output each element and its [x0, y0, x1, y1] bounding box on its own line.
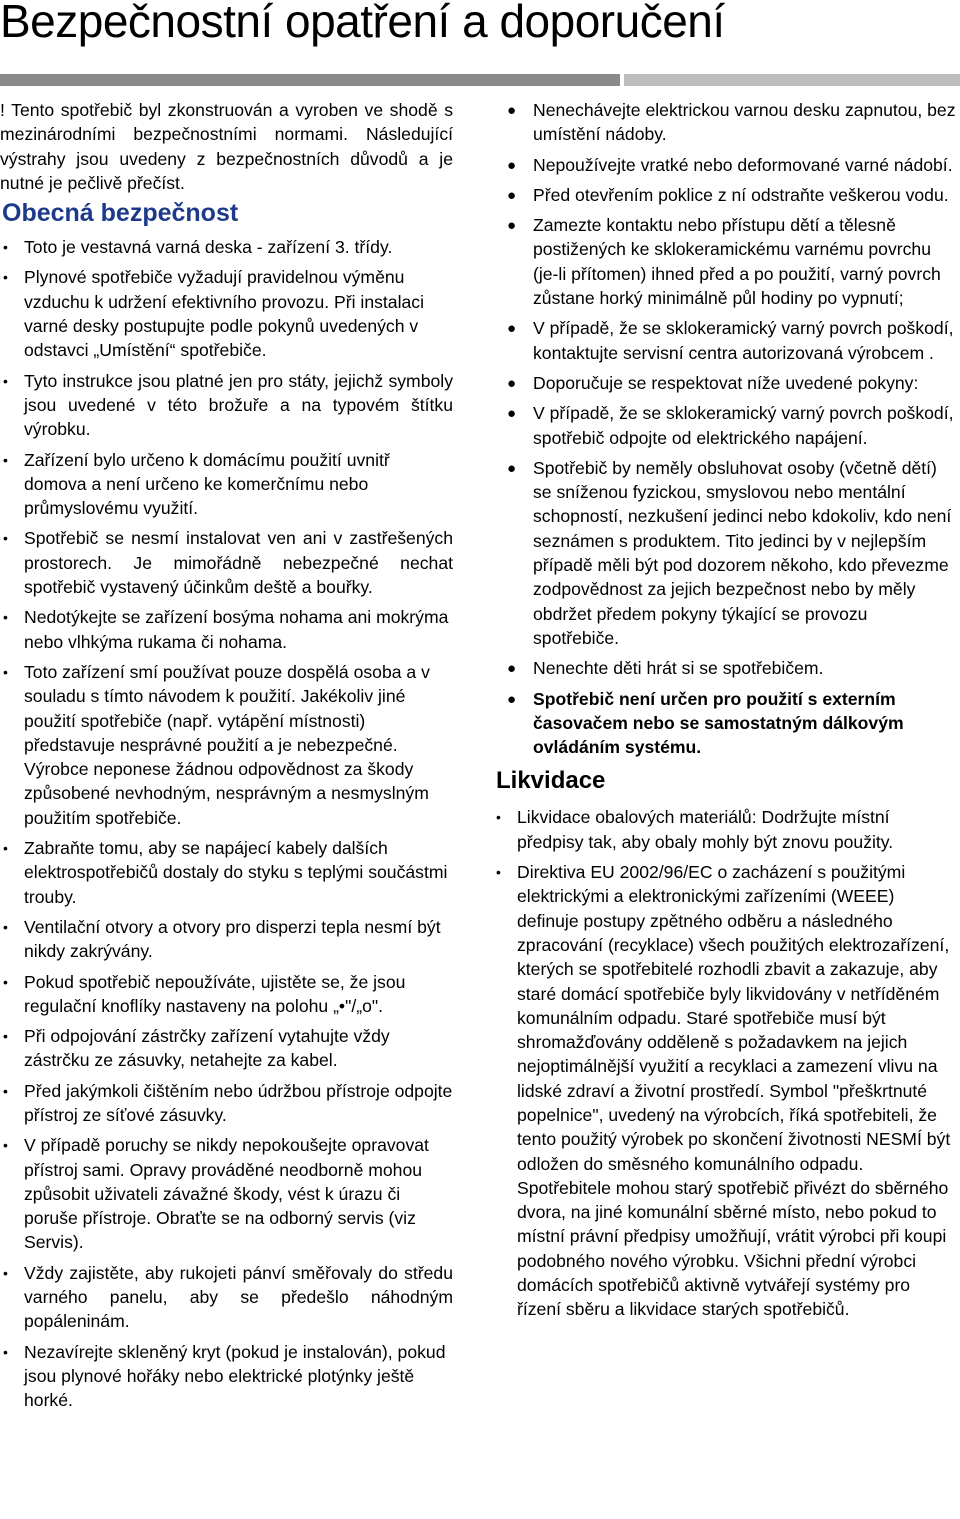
bullet-disc-icon: ● — [507, 405, 517, 423]
bullet-dot-icon: • — [3, 372, 8, 389]
list-item: ● Nepoužívejte vratké nebo deformované varné nádobí. — [496, 153, 958, 177]
bullet-dot-icon: • — [496, 864, 501, 881]
bullet-disc-icon: ● — [507, 690, 517, 708]
list-item: • Direktiva EU 2002/96/EC o zacházení s použitými elektrickými a elektronickými zařízeními (WEEE) definuje postupy zpětného odběru a následného zpracování (recyklace) všech použitých elektrozařízení, kterých se spotřebitelé rozhodli zbavit a zakazuje, aby staré domácí spotřebiče byly likvidovány v netříděném komunálním odpadu. Staré spotřebiče musí být shromažďovány odděleně s požadavkem na jejich nejoptimálnější využití a recyklaci a zamezení vlivu na lidské zdraví a životní prostředí. Symbol "přeškrtnuté popelnice", uvedený na výrobcích, říká spotřebiteli, že tento použitý výrobek po skončení životnosti NESMÍ být odložen do směsného komunálního odpadu. Spotřebitele mohou starý spotřebič přivézt do sběrného dvora, na jiné komunální sběrné místo, nebo pokud to místní právní předpisy umožňují, vrátit výrobci při koupi podobného nového výrobku. Všichni přední výrobci domácích spotřebičů aktivně vytvářejí systémy pro řízení sběru a likvidace starých spotřebičů. — [496, 862, 951, 1320]
list-item: • Tyto instrukce jsou platné jen pro státy, jejichž symboly jsou uvedené v této brožuře a na typovém štítku výrobku. — [3, 370, 453, 440]
bullet-disc-icon: ● — [507, 102, 517, 119]
left-column — [0, 98, 453, 1419]
intro-paragraph: ! Tento spotřebič byl zkonstruován a vyroben ve shodě s mezinárodními bezpečnostními normami. Následující výstrahy jsou uvedeny z bezpečnostních důvodů a je nutné je pečlivě přečíst. — [0, 100, 453, 193]
general-safety-heading: Obecná bezpečnost — [2, 199, 239, 228]
list-item: • Zabraňte tomu, aby se napájecí kabely dalších elektrospotřebičů dostaly do styku s teplými součástmi trouby. — [3, 838, 448, 907]
bullet-dot-icon: • — [3, 530, 8, 547]
bullet-disc-icon: ● — [507, 374, 517, 392]
bullet-disc-icon: ● — [507, 660, 517, 678]
bullet-dot-icon: • — [3, 1028, 8, 1045]
list-item: • Před jakýmkoli čištěním nebo údržbou přístroje odpojte přístroj ze síťové zásuvky. — [3, 1080, 453, 1125]
bullet-disc-icon: ● — [507, 156, 517, 174]
page-title: Bezpečnostní opatření a doporučení — [0, 0, 725, 47]
list-item: ● Nenechávejte elektrickou varnou desku zapnutou, bez umístění nádoby. — [507, 100, 956, 145]
list-item: • Při odpojování zástrčky zařízení vytahujte vždy zástrčku ze zásuvky, netahejte za kabel. — [3, 1026, 390, 1071]
bullet-dot-icon: • — [3, 239, 8, 256]
title-rule-left — [0, 74, 620, 86]
list-item: • Toto je vestavná varná deska - zařízení 3. třídy. — [0, 235, 453, 259]
bullet-dot-icon: • — [3, 269, 8, 286]
safety-recommendations-list — [496, 98, 958, 759]
list-item: • Toto zařízení smí používat pouze dospělá osoba a v souladu s tímto návodem k použití. Jakékoliv jiné použití spotřebiče (např. vytápění místnosti) představuje nesprávné použití a je nebezpečné. Výrobce neponese žádnou odpovědnost za škody způsobené nevhodným, nesprávným a nesmyslným použitím spotřebiče. — [3, 661, 430, 828]
title-rule-right — [624, 74, 960, 86]
list-item: • Ventilační otvory a otvory pro disperzi tepla nesmí být nikdy zakrývány. — [3, 916, 441, 962]
bullet-disc-icon: ● — [507, 320, 517, 338]
list-item: ● Doporučuje se respektovat níže uvedené pokyny: — [496, 371, 958, 395]
list-item: • Vždy zajistěte, aby rukojeti pánví směřovaly do středu varného panelu, aby se předešlo náhodným popáleninám. — [3, 1262, 453, 1332]
bullet-dot-icon: • — [3, 840, 8, 857]
list-item: ● Nenechte děti hrát si se spotřebičem. — [496, 656, 958, 680]
bullet-dot-icon: • — [3, 1137, 8, 1154]
bullet-disc-icon: ● — [507, 186, 517, 204]
list-item: • Plynové spotřebiče vyžadují pravidelnou výměnu vzduchu k udržení efektivního provozu. Při instalaci varné desky postupujte podle pokynů uvedených v odstavci „Umístění“ spotřebiče. — [3, 267, 424, 361]
bullet-dot-icon: • — [3, 609, 8, 626]
list-item: • Likvidace obalových materiálů: Dodržujte místní předpisy tak, aby obaly mohly být znovu použity. — [496, 807, 894, 852]
list-item: • Nezavírejte skleněný kryt (pokud je instalován), pokud jsou plynové hořáky nebo elektrické plotýnky ještě horké. — [3, 1341, 446, 1411]
list-item: • Nedotýkejte se zařízení bosýma nohama ani mokrýma nebo vlhkýma rukama či nohama. — [3, 607, 449, 652]
bullet-dot-icon: • — [3, 1343, 8, 1360]
list-item: ● Spotřebič by neměly obsluhovat osoby (včetně dětí) se sníženou fyzickou, smyslovou nebo mentální schopností, nezkušení jedinci nebo kdokoliv, kdo není seznámen s produktem. Tito jedinci by v nejlepším případě měli být pod dozorem někoho, kdo převezme zodpovědnost za jejich bezpečnost nebo by měly obdržet předem pokyny týkající se provozu spotřebiče. — [507, 457, 952, 648]
right-column — [496, 98, 958, 1328]
list-item: • Spotřebič se nesmí instalovat ven ani v zastřešených prostorech. Je mimořádně nebezpečné nechat spotřebič vystavený účinkům deště a bouřky. — [3, 528, 453, 598]
bullet-dot-icon: • — [3, 973, 8, 990]
list-item: ● Spotřebič není určen pro použití s externím časovačem nebo se samostatným dálkovým ovládáním systému. — [507, 688, 904, 758]
list-item: • Zařízení bylo určeno k domácímu použití uvnitř domova a není určeno ke komerčnímu nebo průmyslovému využití. — [3, 449, 390, 519]
bullet-dot-icon: • — [3, 663, 8, 680]
list-item: • V případě poruchy se nikdy nepokoušejte opravovat přístroj sami. Opravy prováděné neodborně mohou způsobit uživateli závažné škody, vést k úrazu či poruše přístroje. Obraťte se na odborný servis (viz Servis). — [3, 1135, 429, 1253]
disposal-list — [496, 805, 958, 1321]
bullet-disc-icon: ● — [507, 459, 517, 477]
bullet-dot-icon: • — [3, 1264, 8, 1281]
bullet-dot-icon: • — [496, 809, 501, 826]
list-item: • Pokud spotřebič nepoužíváte, ujistěte se, že jsou regulační knoflíky nastaveny na polohu „•"/„o". — [3, 971, 406, 1016]
list-item: ● Zamezte kontaktu nebo přístupu dětí a tělesně postižených ke sklokeramickému varnému povrchu (je-li přítomen) ihned před a po použití, varný povrch zůstane horký minimálně půl hodiny po vypnutí; — [507, 215, 941, 309]
bullet-disc-icon: ● — [507, 217, 517, 235]
bullet-dot-icon: • — [3, 451, 8, 468]
list-item: ● V případě, že se sklokeramický varný povrch poškodí, kontaktujte servisní centra autorizovaná výrobcem . — [507, 318, 954, 363]
general-safety-list — [0, 235, 453, 1412]
list-item: ● V případě, že se sklokeramický varný povrch poškodí, spotřebič odpojte od elektrického napájení. — [507, 403, 954, 448]
disposal-heading: Likvidace — [496, 767, 606, 795]
bullet-dot-icon: • — [3, 918, 8, 935]
list-item: ● Před otevřením poklice z ní odstraňte veškerou vodu. — [496, 183, 958, 207]
bullet-dot-icon: • — [3, 1082, 8, 1099]
